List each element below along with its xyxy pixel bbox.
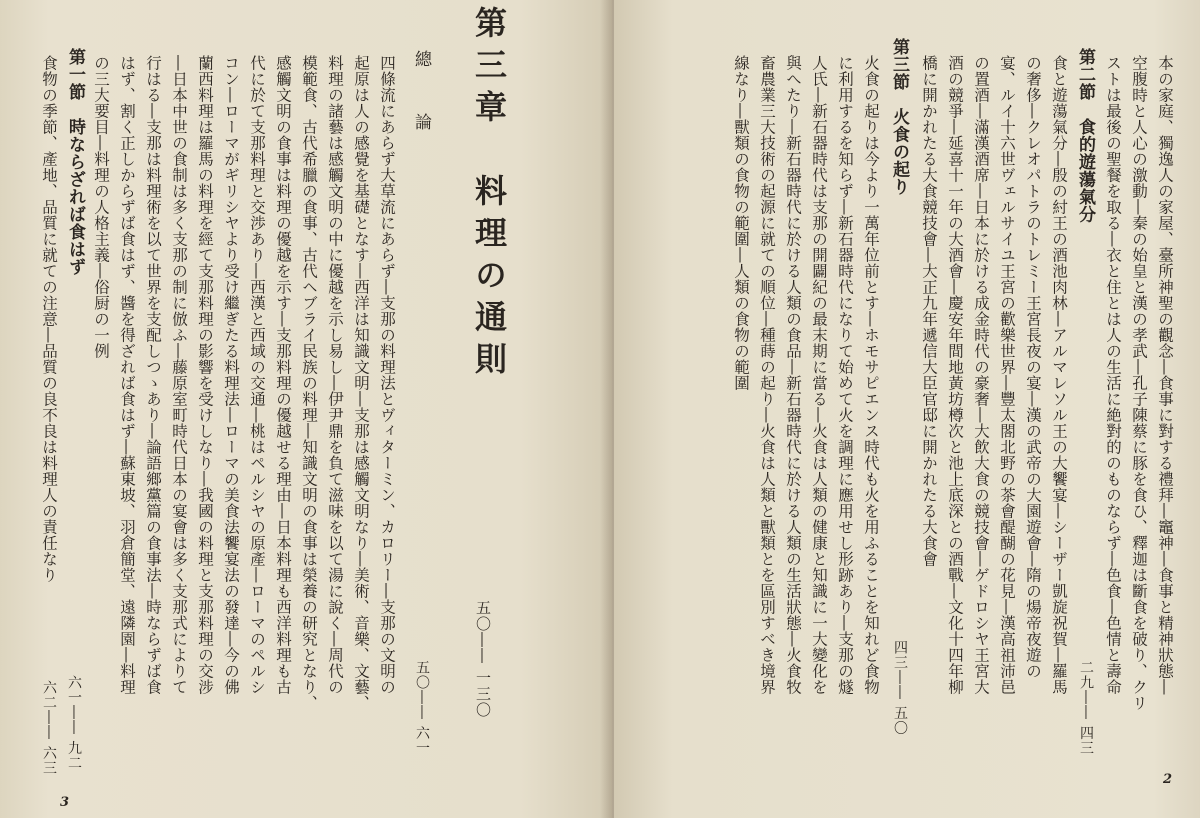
general-text-col: 感觸文明の食事は料理の優越を示す―支那料理の優越せる理由―日本料理も西洋料理も古	[274, 55, 292, 695]
general-text-col: 料理の諸藝は感觸文明の中に優越を示し易し―伊尹鼎を負て滋味を以て湯に說く―周代の	[326, 55, 344, 695]
text-col: 橋に開かれたる大食競技會―大正九年遞信大臣官邸に開かれたる大食會	[920, 55, 938, 567]
right-page	[614, 0, 1200, 818]
text-col: 畜農業三大技術の起源に就ての順位―種蒔の起り―火食は人類と獸類とを區別すべき境界	[758, 55, 776, 695]
text-col: 本の家庭、獨逸人の家屋、臺所神聖の觀念―食事に對する禮拜―竈神―食事と精神狀態―	[1156, 55, 1174, 695]
section3-page-ref: 四三―― 五〇	[892, 640, 908, 736]
section1-heading: 第一節 時ならざれば食はず	[65, 48, 85, 276]
section1-page-ref: 六一―― 九二	[66, 675, 82, 771]
text-col: の奢侈―クレオパトラのトレミー王宮長夜の宴―漢の武帝の大園遊會―隋の煬帝夜遊の	[1024, 55, 1042, 679]
page-number-left: 3	[60, 795, 70, 810]
text-col: の置酒―滿漢酒席―日本に於ける成金時代の豪奢―大飲大食の競技會―ゲドロシヤ王宮大	[972, 55, 990, 695]
general-text-col: 起原は人の感覺を基礎となす―西洋は知識文明―支那は感觸文明なり―美術、音樂、文藝、	[352, 55, 370, 711]
general-text-col: 蘭西料理は羅馬の料理を經て支那料理の影響を受けしなり―我國の料理と支那料理の交涉	[196, 55, 214, 695]
section1-text-col: 食物の季節、產地、品質に就ての注意―品質の良不良は料理人の責任なり	[40, 55, 58, 583]
text-col: ストは最後の聖餐を取る―衣と住とは人の生活に絶對的のものならず―色食―色情と壽命	[1104, 55, 1122, 695]
section3-heading: 第三節 火食の起り	[889, 38, 909, 196]
text-col: 人氏―新石器時代は支那の開闢紀の最末期に當る―火食は人類の健康と知識に一大變化を	[810, 55, 828, 695]
text-col: に利用するを知らず―新石器時代になりて始めて火を調理に應用せし形跡あり―支那の燧	[836, 55, 854, 695]
text-col: 空腹時と人心の激動―秦の始皇と漢の孝武―孔子陳蔡に豚を食ひ、釋迦は斷食を破り、クリ	[1130, 55, 1148, 711]
text-col: 宴、ルイ十六世ヴェルサイユ王宮の歡樂世界―豐太閤北野の茶會醍醐の花見―漢高祖沛邑	[998, 55, 1016, 695]
general-text-col: 模範食、古代希臘の食事、古代ヘブライ民族の料理―知識文明の食事は榮養の研究となり、	[300, 55, 318, 711]
section2-heading: 第二節 食的遊蕩氣分	[1075, 48, 1095, 223]
text-col: 線なり―獸類の食物の範圍―人類の食物の範圍	[732, 55, 750, 391]
general-text-col: の三大要目―料理の人格主義―俗厨の一例	[92, 55, 110, 359]
page-number-right: 2	[1162, 772, 1172, 787]
section2-page-ref: 二九―― 四三	[1078, 660, 1094, 756]
text-col: 酒の競爭―延喜十一年の大酒會―慶安年間地黃坊樽次と池上底深との酒戰―文化十四年柳	[946, 55, 964, 695]
text-col: 食と遊蕩氣分―殷の紂王の酒池肉林―アルマレソル王の大饗宴―シーザー凱旋祝賀―羅馬	[1050, 55, 1068, 695]
text-col: 火食の起りは今より一萬年位前とす―ホモサピエンス時代も火を用ふることを知れど食物	[862, 55, 880, 695]
general-text-col: ―日本中世の食制は多く支那の制に倣ふ―藤原室町時代日本の宴會は多く支那式によりて	[170, 55, 188, 695]
general-page-ref: 五〇―― 六一	[414, 660, 430, 756]
general-text-col: コン―ローマがギリシヤより受け繼ぎたる料理法―ローマの美食法饗宴法の發達―今の佛	[222, 55, 240, 695]
general-heading: 總 論	[411, 50, 431, 134]
text-col: 與へたり―新石器時代に於ける人類の食品―新石器時代に於ける人類の生活狀態―火食牧	[784, 55, 802, 695]
general-text-col: 行はる―支那は料理術を以て世界を支配しつゝあり―論語鄉黨篇の食事法―時ならずば食	[144, 55, 162, 695]
general-text-col: 四條流にあらず大草流にあらず―支那の料理法とヴィターミン、カロリー―支那の文明の	[378, 55, 396, 695]
chapter-page-ref: 五〇―― 一三〇	[474, 600, 492, 718]
general-text-col: はず、割く正しからずば食はず、醬を得ざれば食はず―蘇東坡、羽倉簡堂、遠隣園―料理	[118, 55, 136, 695]
general-text-col: 代に於て支那料理と交渉あり―西漢と西域の交通―桃はペルシヤの原產―ローマのペルシ	[248, 55, 266, 695]
section1-page-ref2: 六二―― 六三	[41, 680, 57, 776]
chapter-title: 第三章 料理の通則	[470, 6, 508, 384]
